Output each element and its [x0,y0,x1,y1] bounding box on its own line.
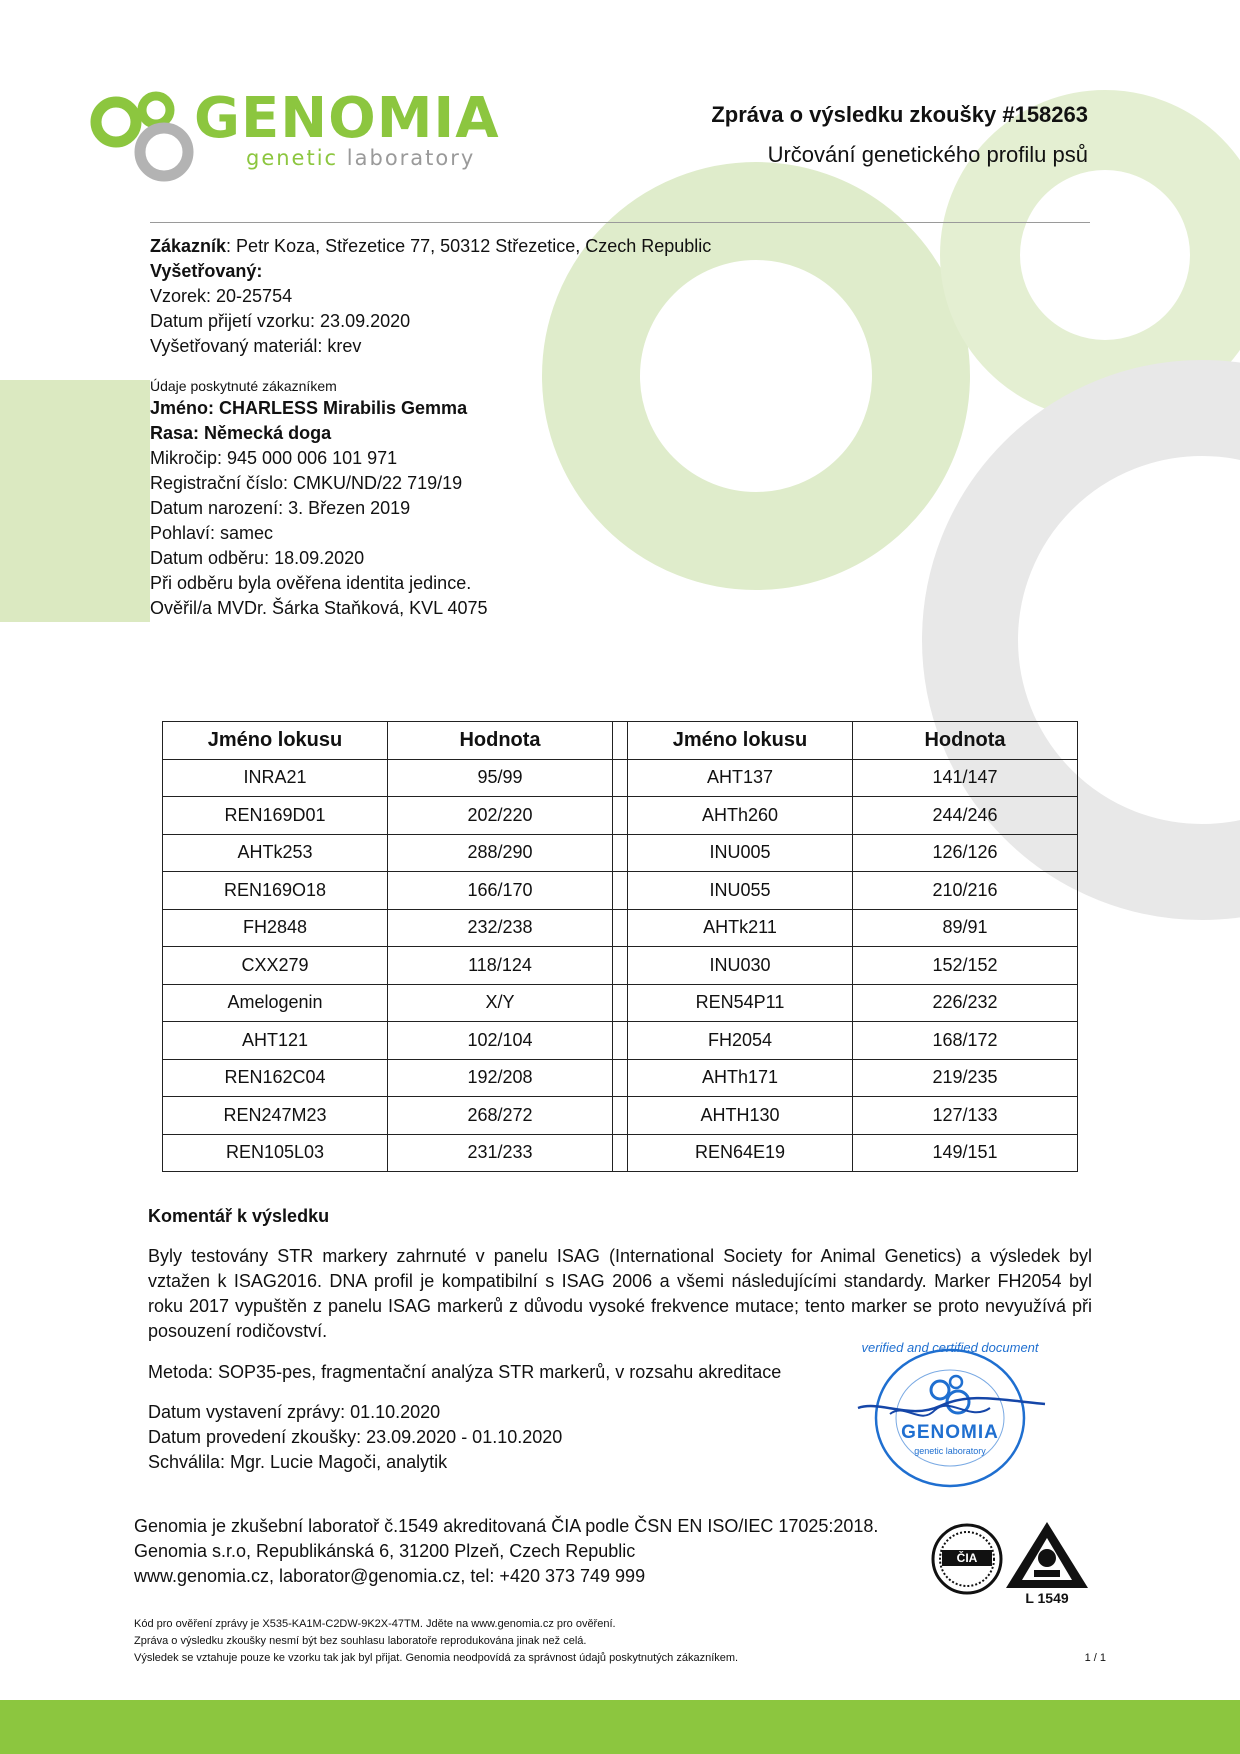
value-1-cell: 202/220 [388,797,613,835]
locus-1-cell: AHT121 [163,1022,388,1060]
locus-1-cell: FH2848 [163,909,388,947]
header-locus-1: Jméno lokusu [163,722,388,760]
report-title: Zpráva o výsledku zkoušky #158263 [711,102,1088,127]
locus-2-cell: AHTh171 [628,1059,853,1097]
value-1-cell: X/Y [388,984,613,1022]
approved-by: Schválila: Mgr. Lucie Magoči, analytik [148,1452,448,1472]
table-header-row [163,722,1078,760]
customer-value: : Petr Koza, Střezetice 77, 50312 Střezetice, Czech Republic [226,236,712,256]
customer-label: Zákazník [150,236,227,256]
identity-verified: Při odběru byla ověřena identita jedince. [150,573,472,593]
locus-1-cell: AHTk253 [163,834,388,872]
table-row [163,909,1078,947]
cia-badge-text: ČIA [956,1551,978,1565]
logo-circles-icon [88,90,198,190]
value-2-cell: 149/151 [853,1134,1078,1172]
value-2-cell: 89/91 [853,909,1078,947]
sample-id: Vzorek: 20-25754 [150,286,293,306]
footer-info [134,1514,878,1589]
customer-provided-note: Údaje poskytnuté zákazníkem [150,378,337,394]
locus-1-cell: INRA21 [163,759,388,797]
locus-2-cell: REN64E19 [628,1134,853,1172]
value-2-cell: 152/152 [853,947,1078,985]
dog-birth-date: Datum narození: 3. Březen 2019 [150,498,411,518]
lab-accreditation-mark [1004,1520,1090,1610]
header-value-2: Hodnota [853,722,1078,760]
table-gap [613,909,628,947]
company-address: Genomia s.r.o, Republikánská 6, 31200 Plzeň, Czech Republic [134,1541,636,1561]
dog-microchip: Mikročip: 945 000 006 101 971 [150,448,398,468]
value-1-cell: 95/99 [388,759,613,797]
table-row [163,872,1078,910]
dog-registration: Registrační číslo: CMKU/ND/22 719/19 [150,473,463,493]
disclaimer-note: Výsledek se vztahuje pouze ke vzorku tak jak byl přijat. Genomia neodpovídá za správnost údajů poskytnutých zákazníkem. [134,1652,739,1664]
cia-badge [930,1522,1004,1596]
value-1-cell: 192/208 [388,1059,613,1097]
header-divider [150,222,1090,223]
comment-text: Byly testovány STR markery zahrnuté v panelu ISAG (International Society for Animal Genetics) a výsledek byl vztažen k ISAG2016. DNA profil je kompatibilní s ISAG 2006 a všemi následujícími standardy. Marker FH2054 byl roku 2017 vypuštěn z panelu ISAG markerů z důvodu vysoké frekvence mutace; tento marker se proto nevyužívá při posouzení rodičovství. [148,1246,1092,1341]
value-1-cell: 231/233 [388,1134,613,1172]
certification-stamp [850,1330,1050,1490]
lab-number: L 1549 [1025,1590,1069,1606]
verified-by: Ověřil/a MVDr. Šárka Staňková, KVL 4075 [150,598,488,618]
locus-2-cell: REN54P11 [628,984,853,1022]
dog-name: Jméno: CHARLESS Mirabilis Gemma [150,398,468,418]
header-value-1: Hodnota [388,722,613,760]
report-issue-date: Datum vystavení zprávy: 01.10.2020 [148,1402,441,1422]
dog-collection-date: Datum odběru: 18.09.2020 [150,548,365,568]
logo-subtitle [246,146,475,170]
value-1-cell: 102/104 [388,1022,613,1060]
dog-breed: Rasa: Německá doga [150,423,332,443]
table-gap [613,1022,628,1060]
table-gap [613,947,628,985]
value-1-cell: 118/124 [388,947,613,985]
locus-2-cell: AHT137 [628,759,853,797]
dates-block [148,1400,562,1475]
locus-2-cell: FH2054 [628,1022,853,1060]
table-row [163,834,1078,872]
table-row [163,947,1078,985]
table-gap [613,1134,628,1172]
table-gap [613,759,628,797]
header-locus-2: Jméno lokusu [628,722,853,760]
table-row [163,1022,1078,1060]
test-period: Datum provedení zkoušky: 23.09.2020 - 01.10.2020 [148,1427,563,1447]
value-2-cell: 141/147 [853,759,1078,797]
decor-green-block [0,380,150,622]
value-1-cell: 288/290 [388,834,613,872]
value-2-cell: 226/232 [853,984,1078,1022]
locus-2-cell: AHTH130 [628,1097,853,1135]
verification-code-text: Kód pro ověření zprávy je X535-KA1M-C2DW-9K2X-47TM. Jděte na www.genomia.cz pro ověření. [134,1618,616,1630]
locus-2-cell: INU005 [628,834,853,872]
method-text: Metoda: SOP35-pes, fragmentační analýza STR markerů, v rozsahu akreditace [148,1362,782,1382]
locus-1-cell: REN105L03 [163,1134,388,1172]
company-contact: www.genomia.cz, laborator@genomia.cz, tel: +420 373 749 999 [134,1566,646,1586]
value-2-cell: 127/133 [853,1097,1078,1135]
table-row [163,759,1078,797]
locus-1-cell: REN162C04 [163,1059,388,1097]
table-gap [613,1059,628,1097]
comment-heading: Komentář k výsledku [148,1206,330,1226]
page-number: 1 / 1 [1084,1652,1106,1664]
loci-table [162,721,1078,1172]
table-row [163,984,1078,1022]
stamp-brand: GENOMIA [901,1422,999,1443]
locus-1-cell: REN169D01 [163,797,388,835]
table-gap [613,1097,628,1135]
logo [88,86,528,190]
dog-info-block [150,376,488,621]
logo-sub-gray: laboratory [346,146,476,170]
table-row [163,1059,1078,1097]
value-1-cell: 268/272 [388,1097,613,1135]
decor-ring-green-large [542,162,970,590]
value-2-cell: 126/126 [853,834,1078,872]
bottom-band [0,1700,1240,1754]
table-gap [613,872,628,910]
examined-label: Vyšetřovaný: [150,261,263,281]
table-gap [613,834,628,872]
customer-line [150,234,711,259]
dog-sex: Pohlaví: samec [150,523,274,543]
fine-print [134,1616,738,1667]
stamp-sub: genetic laboratory [914,1446,986,1456]
customer-block [150,234,711,359]
locus-2-cell: AHTk211 [628,909,853,947]
table-row [163,797,1078,835]
value-2-cell: 244/246 [853,797,1078,835]
accreditation-text: Genomia je zkušební laboratoř č.1549 akreditovaná ČIA podle ČSN EN ISO/IEC 17025:2018. [134,1516,879,1536]
reproduction-note: Zpráva o výsledku zkoušky nesmí být bez souhlasu laboratoře reprodukována jinak než celá. [134,1635,587,1647]
table-gap [613,722,628,760]
locus-1-cell: REN247M23 [163,1097,388,1135]
locus-1-cell: Amelogenin [163,984,388,1022]
table-gap [613,797,628,835]
report-subtitle: Určování genetického profilu psů [767,142,1088,167]
triangle-mark-icon [1004,1520,1090,1592]
table-gap [613,984,628,1022]
logo-sub-green: genetic [246,146,339,170]
value-1-cell: 232/238 [388,909,613,947]
sample-material: Vyšetřovaný materiál: krev [150,336,362,356]
table-row [163,1097,1078,1135]
table-row [163,1134,1078,1172]
value-1-cell: 166/170 [388,872,613,910]
locus-2-cell: INU030 [628,947,853,985]
value-2-cell: 168/172 [853,1022,1078,1060]
locus-1-cell: CXX279 [163,947,388,985]
logo-name: GENOMIA [194,86,500,151]
locus-1-cell: REN169O18 [163,872,388,910]
sample-received-date: Datum přijetí vzorku: 23.09.2020 [150,311,411,331]
locus-2-cell: INU055 [628,872,853,910]
locus-2-cell: AHTh260 [628,797,853,835]
value-2-cell: 219/235 [853,1059,1078,1097]
value-2-cell: 210/216 [853,872,1078,910]
stamp-arc-text: verified and certified document [861,1340,1039,1355]
